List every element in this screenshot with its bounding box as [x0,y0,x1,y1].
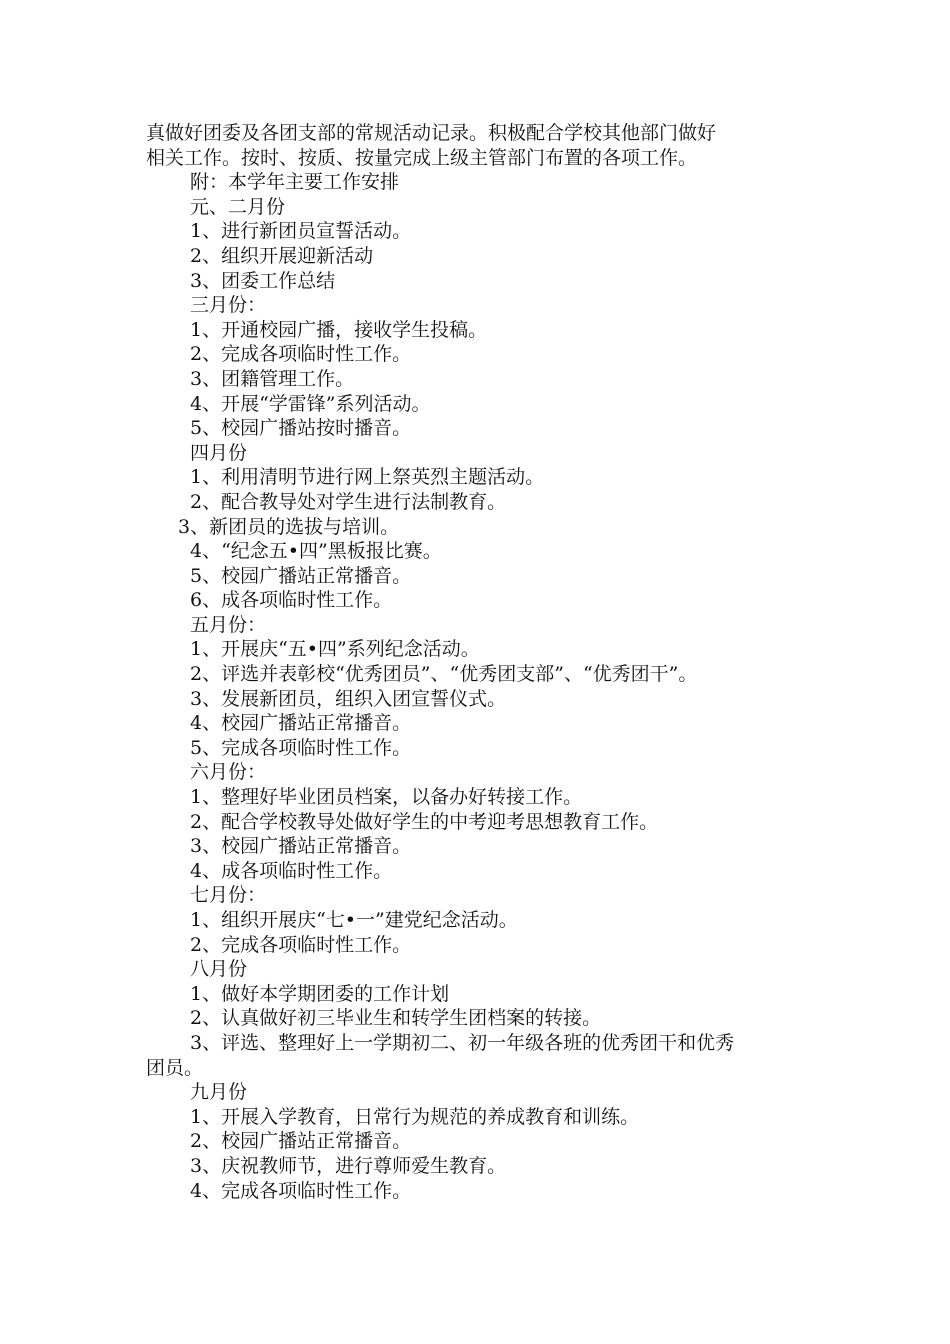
text-line: 2、认真做好初三毕业生和转学生团档案的转接。 [190,1007,602,1030]
text-line: 1、开展庆“五•四”系列纪念活动。 [190,638,480,661]
text-line: 4、开展“学雷锋”系列活动。 [190,392,431,415]
text-line: 1、利用清明节进行网上祭英烈主题活动。 [190,466,545,489]
text-line: 1、开通校园广播，接收学生投稿。 [190,318,488,341]
text-line: 5、校园广播站按时播音。 [190,417,412,440]
text-line: 2、完成各项临时性工作。 [190,933,412,956]
text-line: 2、配合教导处对学生进行法制教育。 [190,490,507,513]
text-line: 团员。 [146,1056,204,1079]
text-line: 3、校园广播站正常播音。 [190,835,412,858]
text-line: 六月份： [190,761,267,784]
text-line: 1、开展入学教育，日常行为规范的养成教育和训练。 [190,1105,640,1128]
text-line: 4、完成各项临时性工作。 [190,1179,412,1202]
text-line: 2、校园广播站正常播音。 [190,1130,412,1153]
text-line: 相关工作。按时、按质、按量完成上级主管部门布置的各项工作。 [146,146,698,169]
text-line: 5、校园广播站正常播音。 [190,564,412,587]
text-line: 九月份 [190,1081,248,1104]
text-line: 七月份： [190,884,267,907]
text-line: 4、成各项临时性工作。 [190,859,393,882]
text-line: 3、评选、整理好上一学期初二、初一年级各班的优秀团干和优秀 [190,1031,735,1054]
text-line: 3、新团员的选拔与培训。 [178,515,400,538]
text-line: 5、完成各项临时性工作。 [190,736,412,759]
text-line: 3、团委工作总结 [190,269,336,292]
text-line: 1、做好本学期团委的工作计划 [190,982,450,1005]
text-line: 2、配合学校教导处做好学生的中考迎考思想教育工作。 [190,810,659,833]
text-line: 2、评选并表彰校“优秀团员”、“优秀团支部”、“优秀团干”。 [190,663,698,686]
document-body [146,121,826,1203]
text-line: 八月份 [190,958,248,981]
text-line: 2、组织开展迎新活动 [190,244,374,267]
text-line: 四月份 [190,441,248,464]
text-line: 五月份： [190,613,267,636]
text-line: 2、完成各项临时性工作。 [190,343,412,366]
text-line: 1、整理好毕业团员档案，以备办好转接工作。 [190,786,583,809]
text-line: 元、二月份 [190,195,286,218]
text-line: 1、组织开展庆“七•一”建党纪念活动。 [190,909,518,931]
text-line: 3、发展新团员，组织入团宣誓仪式。 [190,687,507,710]
text-line: 3、团籍管理工作。 [190,367,355,390]
text-line: 1、进行新团员宣誓活动。 [190,220,412,243]
text-line: 4、校园广播站正常播音。 [190,712,412,735]
text-line: 附：本学年主要工作安排 [190,171,400,194]
text-line: 6、成各项临时性工作。 [190,589,393,612]
text-line: 4、“纪念五•四”黑板报比赛。 [190,540,442,563]
text-line: 三月份： [190,294,267,317]
text-line: 真做好团委及各团支部的常规活动记录。积极配合学校其他部门做好 [146,122,717,144]
text-line: 3、庆祝教师节，进行尊师爱生教育。 [190,1154,507,1177]
